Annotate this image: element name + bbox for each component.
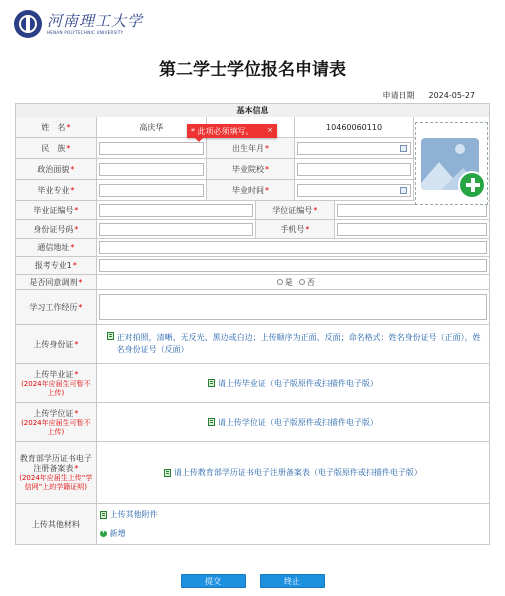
upload-idcard-link[interactable]: 正对拍照，清晰、无反光、黑边或白边；上传顺序为正面、反面；命名格式：姓名身份证号（正面），姓名身份证号（反面）	[107, 332, 487, 356]
required-tooltip	[187, 124, 277, 138]
grad-school-label: 毕业院校	[232, 164, 264, 174]
calendar-icon[interactable]	[400, 145, 407, 152]
adjust-yes-radio[interactable]	[277, 279, 283, 285]
idcard-input[interactable]	[99, 223, 253, 236]
logo-english-name: HENAN POLYTECHNIC UNIVERSITY	[47, 30, 124, 35]
grad-school-input[interactable]	[297, 163, 411, 176]
logo-chinese-name: 河南理工大学	[47, 12, 144, 30]
upload-icon	[164, 469, 171, 477]
major1-input[interactable]	[99, 259, 487, 272]
upload-degree-note: (2024年应届生可暂不上传)	[21, 418, 91, 436]
upload-idcard-label: 上传身份证	[33, 339, 74, 349]
upload-icon	[208, 418, 215, 426]
upload-other-link[interactable]: 上传其他附件	[100, 509, 158, 520]
add-icon	[100, 530, 107, 537]
name-value: 高庆华	[139, 122, 164, 132]
grad-time-label: 毕业时间	[232, 185, 264, 195]
add-photo-icon[interactable]	[458, 171, 486, 199]
upload-edu-label: 教育部学历证书电子注册备案表	[19, 453, 92, 473]
id-number-value: 10460060110	[326, 122, 383, 132]
grad-cert-label: 毕业证编号	[33, 205, 74, 215]
experience-textarea[interactable]	[99, 294, 487, 320]
grad-major-input[interactable]	[99, 184, 205, 197]
upload-grad-note: (2024年应届生可暂不上传)	[21, 379, 91, 397]
address-label: 通信地址	[37, 243, 70, 252]
submit-button[interactable]: 提交	[181, 574, 246, 588]
grad-cert-input[interactable]	[99, 204, 253, 217]
political-input[interactable]	[99, 163, 205, 176]
address-input[interactable]	[99, 241, 487, 254]
apply-date-label: 申请日期	[382, 91, 415, 100]
close-icon[interactable]: ×	[267, 126, 273, 134]
degree-cert-label: 学位证编号	[272, 205, 313, 215]
apply-date-value: 2024-05-27	[428, 91, 475, 100]
phone-input[interactable]	[337, 223, 487, 236]
required-tooltip-text: * 此项必须填写。	[191, 126, 254, 136]
upload-icon	[208, 379, 215, 387]
upload-degree-link[interactable]: 请上传学位证（电子版原件或扫描件电子版）	[208, 417, 378, 428]
photo-upload-area[interactable]	[415, 122, 488, 205]
adjust-yes-label: 是	[284, 277, 293, 287]
nation-label: 民 族	[41, 143, 66, 153]
birth-label: 出生年月	[232, 143, 264, 153]
adjust-no-radio[interactable]	[299, 279, 305, 285]
upload-grad-label: 上传毕业证	[33, 369, 74, 379]
upload-edu-note: (2024年应届生上传“学信网”上的学籍证明)	[19, 473, 93, 491]
adjust-no-label: 否	[306, 277, 315, 287]
upload-grad-link[interactable]: 请上传毕业证（电子版原件或扫描件电子版）	[208, 378, 378, 389]
idcard-label: 身份证号码	[33, 224, 74, 234]
upload-degree-label: 上传学位证	[33, 408, 74, 418]
university-emblem-icon	[14, 10, 42, 38]
university-logo	[14, 6, 164, 42]
phone-label: 手机号	[280, 224, 305, 234]
add-new-link[interactable]: + 新增	[100, 528, 126, 539]
application-form: 基本信息 姓 名 * 高庆华 10460060110 民 族 * 出生年月 * 政治面貌 * 毕业院校 * 毕业专业 * 毕业时间 * 毕业证编号 * 学位证编号 * 身份证号码 * 手机号 * 通信地址 * 报考专业1 * 是否同意调剂 * 是 否 学习工作经历 * 上传身份证 * 正对拍照，清晰、无反光、黑边或白边；上传顺序为正面、反面；命名格式：姓名身份证号（正面），姓名身份证号（反面） 上传毕业证* (2024年应届生可暂不上传) 请上传毕业证（电子版原件或扫描件电子版） 上传学位证* (2024年应届生可暂不上传) 请上传学位证（电子版原件或扫描件电子版） 教育部学历证书电子注册备案表* (2024年应届生上传“学信网”上的学籍证明) 请上传教育部学历证书电子注册备案表（电子版原件或扫描件电子版） 上传其他材料 上传其他附件 + 新增	[15, 103, 490, 545]
page-title: 第二学士学位报名申请表	[159, 60, 346, 79]
nation-input[interactable]	[99, 142, 205, 155]
birth-date-input[interactable]	[297, 142, 411, 155]
experience-label: 学习工作经历	[29, 302, 78, 312]
grad-time-input[interactable]	[297, 184, 411, 197]
degree-cert-input[interactable]	[337, 204, 487, 217]
upload-edu-link[interactable]: 请上传教育部学历证书电子注册备案表（电子版原件或扫描件电子版）	[164, 467, 422, 478]
upload-icon	[100, 511, 107, 519]
calendar-icon[interactable]	[400, 187, 407, 194]
upload-icon	[107, 332, 114, 340]
upload-other-label: 上传其他材料	[31, 519, 80, 529]
section-basic-info: 基本信息	[16, 104, 489, 117]
political-label: 政治面貌	[37, 164, 70, 174]
major1-label: 报考专业1	[34, 261, 72, 270]
stop-button[interactable]: 终止	[260, 574, 325, 588]
apply-date	[383, 90, 476, 101]
adjust-label: 是否同意调剂	[29, 277, 78, 287]
name-label: 姓 名	[41, 122, 66, 132]
grad-major-label: 毕业专业	[37, 185, 70, 195]
